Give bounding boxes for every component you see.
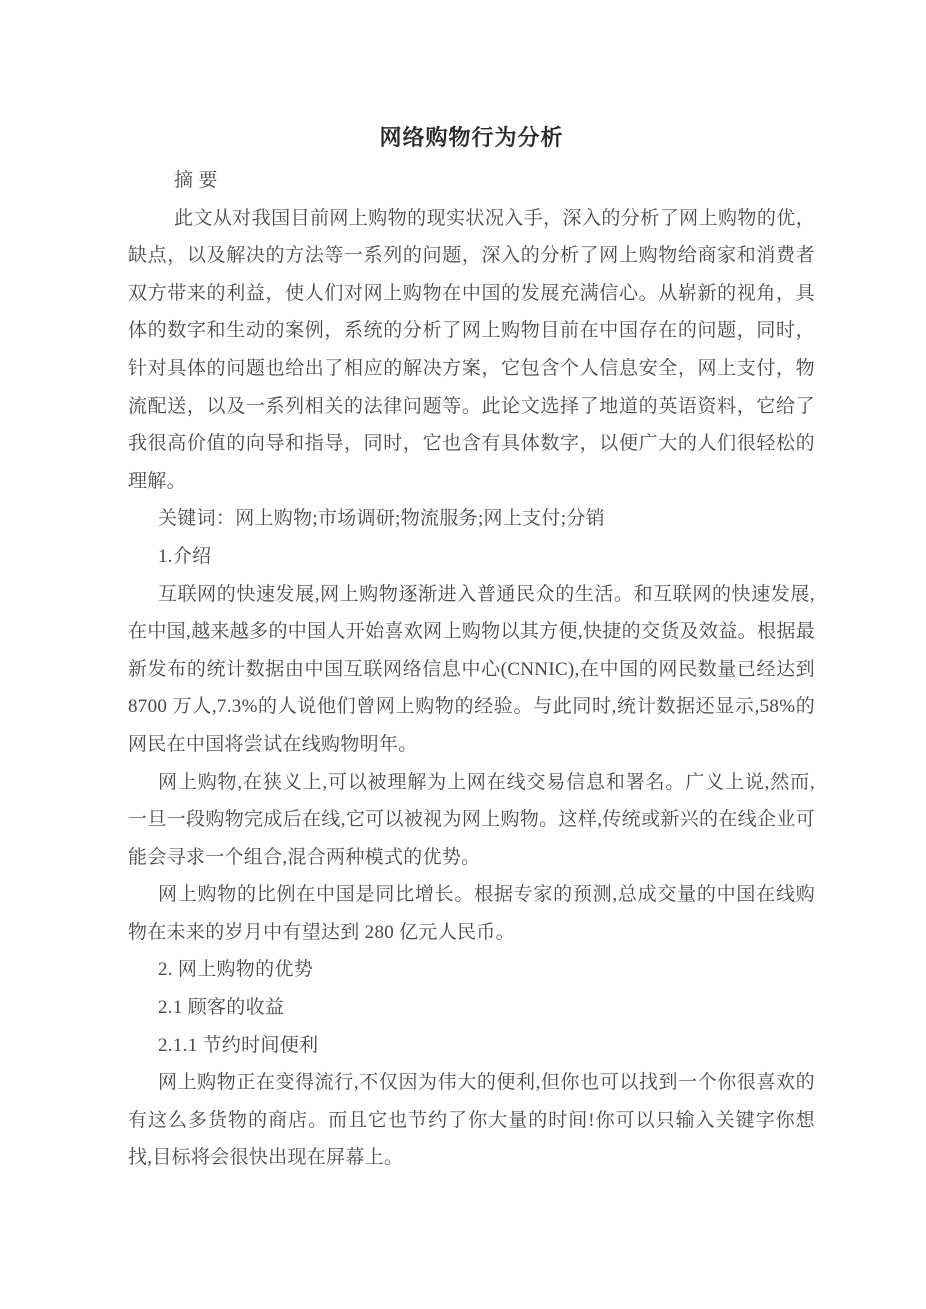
benefits-paragraph: 网上购物正在变得流行,不仅因为伟大的便利,但你也可以找到一个你很喜欢的有这么多货物的商店。而且它也节约了你大量的时间!你可以只输入关键字你想找,目标将会很快出现在屏幕上。 [128, 1072, 815, 1169]
section-1-heading: 1.介绍 [158, 545, 212, 567]
intro-paragraph-3: 网上购物的比例在中国是同比增长。根据专家的预测,总成交量的中国在线购物在未来的岁月中有望达到 280 亿元人民币。 [128, 884, 815, 943]
intro-paragraph-2: 网上购物,在狭义上,可以被理解为上网在线交易信息和署名。广义上说,然而,一旦一段购物完成后在线,它可以被视为网上购物。这样,传统或新兴的在线企业可能会寻求一个组合,混合两种模式的优势。 [128, 771, 815, 868]
abstract-label: 摘 要 [174, 170, 218, 191]
document-body [128, 162, 815, 1177]
document-title: 网络购物行为分析 [379, 125, 564, 150]
section-2-1-heading: 2.1 顾客的收益 [158, 997, 285, 1019]
intro-paragraph-1: 互联网的快速发展,网上购物逐渐进入普通民众的生活。和互联网的快速发展,在中国,越来越多的中国人开始喜欢网上购物以其方便,快捷的交货及效益。根据最新发布的统计数据由中国互联网络信息中心(CNNIC),在中国的网民数量已经达到 8700 万人,7.3%的人说他们曾网上购物的经验。与此同时,统计数据还显示,58%的网民在中国将尝试在线购物明年。 [128, 583, 815, 755]
abstract-paragraph: 此文从对我国目前网上购物的现实状况入手，深入的分析了网上购物的优，缺点，以及解决的方法等一系列的问题，深入的分析了网上购物给商家和消费者双方带来的利益，使人们对网上购物在中国的发展充满信心。从崭新的视角，具体的数字和生动的案例，系统的分析了网上购物目前在中国存在的问题，同时，针对具体的问题也给出了相应的解决方案，它包含个人信息安全，网上支付，物流配送，以及一系列相关的法律问题等。此论文选择了地道的英语资料，它给了我很高价值的向导和指导，同时，它也含有具体数字，以便广大的人们很轻松的理解。 [128, 207, 815, 492]
keywords-line: 关键词：网上购物;市场调研;物流服务;网上支付;分销 [158, 508, 605, 530]
section-2-heading: 2. 网上购物的优势 [158, 959, 314, 981]
section-2-1-1-heading: 2.1.1 节约时间便利 [158, 1034, 319, 1056]
